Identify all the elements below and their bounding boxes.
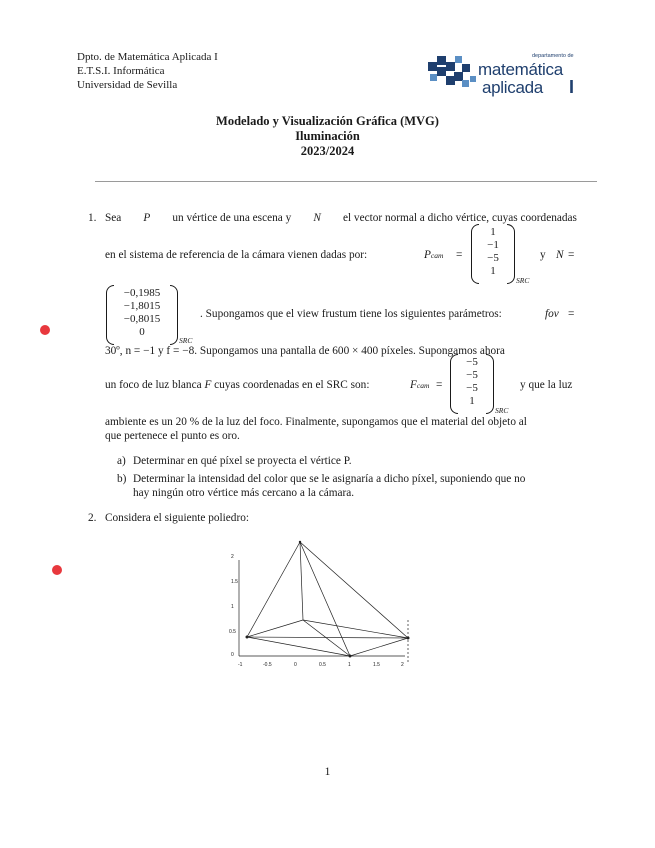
fov-label: fov	[545, 308, 559, 320]
item-a-label: a)	[117, 455, 126, 467]
y-tick-label: 1.5	[231, 579, 238, 585]
y-tick-label: 0.5	[229, 629, 236, 635]
n-label: N	[556, 249, 564, 261]
school-name: E.T.S.I. Informática	[77, 65, 165, 77]
pcam-label: Pcam	[424, 249, 444, 261]
problem2-text: Considera el siguiente poliedro:	[105, 512, 250, 524]
x-tick-label: -0.5	[263, 662, 272, 668]
department-logo	[426, 52, 581, 100]
problem-number: 2.	[88, 512, 97, 524]
department-name: Dpto. de Matemática Aplicada I	[77, 51, 218, 63]
x-tick-label: 1.5	[373, 662, 380, 668]
logo-word-aplicada: aplicada	[482, 78, 543, 97]
header-block	[77, 50, 218, 92]
title-year: 2023/2024	[300, 144, 355, 158]
and-text: y	[540, 249, 546, 261]
x-tick-label: 1	[348, 662, 351, 668]
equals-sign: =	[568, 249, 575, 261]
x-tick-label: 0	[294, 662, 297, 668]
header-divider	[95, 181, 597, 182]
polyhedron-figure	[225, 538, 435, 673]
x-tick-label: 2	[401, 662, 404, 668]
item-b-label: b)	[117, 473, 127, 485]
problem1-line1: Sea P un vértice de una escena y N el vector normal a dicho vértice, cuyas coordenadas	[105, 212, 577, 224]
page-number: 1	[324, 766, 331, 778]
vector-f: −5 −5 −5 1	[450, 354, 494, 414]
equals-sign: =	[456, 249, 463, 261]
fcam-label: Fcam	[410, 379, 430, 391]
problem1-line6: ambiente es un 20 % de la luz del foco. Finalmente, supongamos que el material del objeto al	[105, 416, 527, 428]
src-subscript: SRC	[495, 406, 509, 415]
equals-sign: =	[568, 308, 575, 320]
src-subscript: SRC	[516, 276, 530, 285]
problem1-line2: en el sistema de referencia de la cámara vienen dadas por:	[105, 249, 368, 261]
x-tick-label: -1	[238, 662, 243, 668]
problem1-line5-end: y que la luz	[520, 379, 573, 391]
university-name: Universidad de Sevilla	[77, 79, 178, 91]
y-tick-label: 1	[231, 604, 234, 610]
item-a-text: Determinar en qué píxel se proyecta el vértice P.	[133, 455, 352, 467]
title-topic: Iluminación	[295, 129, 360, 143]
item-b-text-line2: hay ningún otro vértice más cercano a la cámara.	[133, 487, 355, 499]
logo-roman-numeral: I	[569, 77, 575, 97]
problem1-line5: un foco de luz blanca F cuyas coordenadas en el SRC son:	[105, 379, 370, 391]
logo-small-text: departamento de	[532, 53, 574, 59]
vector-p: 1 −1 −5 1	[471, 224, 515, 284]
title-course: Modelado y Visualización Gráfica (MVG)	[216, 114, 439, 128]
item-b-text-line1: Determinar la intensidad del color que se le asignaría a dicho píxel, suponiendo que no	[133, 473, 526, 485]
y-tick-label: 2	[231, 554, 234, 560]
red-marker-dot	[40, 325, 50, 335]
vector-n: −0,1985 −1,8015 −0,8015 0	[106, 285, 178, 345]
src-subscript: SRC	[179, 336, 193, 345]
equals-sign: =	[436, 379, 443, 391]
y-tick-label: 0	[231, 652, 234, 658]
logo-word-matematica: matemática	[478, 60, 563, 79]
red-marker-dot	[52, 565, 62, 575]
problem1-line4: 30º, n = −1 y f = −8. Supongamos una pantalla de 600 × 400 píxeles. Supongamos ahora	[105, 345, 505, 357]
problem1-line7: que pertenece el punto es oro.	[105, 430, 240, 442]
document-title	[0, 114, 655, 159]
x-tick-label: 0.5	[319, 662, 326, 668]
polyhedron-diagram	[225, 538, 435, 673]
problem-number: 1.	[88, 212, 97, 224]
problem1-line3: . Supongamos que el view frustum tiene los siguientes parámetros:	[200, 308, 502, 320]
